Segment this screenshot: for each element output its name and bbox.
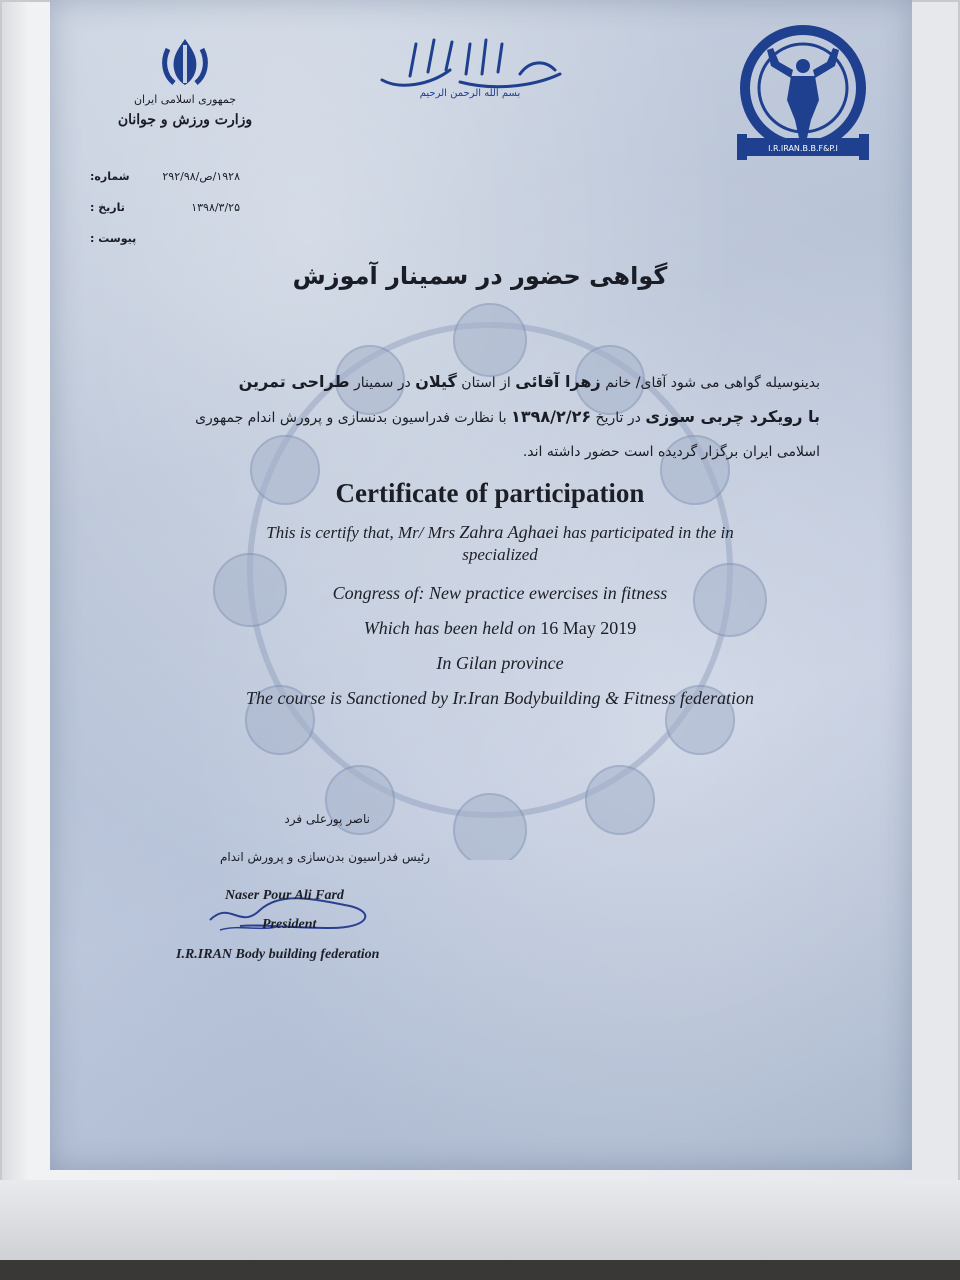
number-label: شماره:	[90, 170, 130, 183]
persian-text: با نظارت فدراسیون بدنسازی و پرورش اندام جمهوری	[195, 410, 507, 426]
ministry-name: وزارت ورزش و جوانان	[117, 112, 253, 128]
english-date: 16 May 2019	[540, 618, 637, 638]
letter-meta	[90, 170, 240, 245]
english-line-4	[200, 618, 800, 639]
english-text: has participated in the in	[562, 523, 734, 542]
persian-course-name-cont: با رویکرد چربی سوزی	[645, 407, 820, 426]
persian-line-3: اسلامی ایران برگزار گردیده است حضور داشته اند.	[522, 444, 820, 460]
federation-name-en: I.R.IRAN Body building federation	[176, 947, 380, 962]
number-row	[90, 170, 240, 183]
certificate-paper	[50, 0, 912, 1170]
basmala-calligraphy-icon	[370, 30, 570, 100]
signer-title-en: President	[262, 917, 317, 932]
english-title: Certificate of participation	[335, 478, 645, 508]
english-line-2: specialized	[462, 545, 538, 564]
persian-line-2	[180, 400, 820, 435]
persian-body	[180, 365, 820, 469]
english-congress-name: New practice ewercises in fitness	[429, 583, 668, 603]
persian-line-1	[180, 365, 820, 400]
english-line-5: In Gilan province	[436, 653, 564, 673]
svg-text:I.R.IRAN.B.B.F&P.I: I.R.IRAN.B.B.F&P.I	[768, 144, 838, 153]
persian-recipient-name: زهرا آقائی	[515, 372, 601, 391]
number-value: ۱۹۲۸/ص/۲۹۲/۹۸	[162, 170, 240, 183]
bodybuilding-federation-logo-icon	[733, 20, 873, 168]
federation-logo	[733, 20, 873, 168]
english-text: Congress of:	[332, 583, 425, 603]
iran-emblem-icon	[160, 35, 210, 87]
english-text: This is certify that, Mr/ Mrs	[266, 523, 456, 542]
persian-title: گواهی حضور در سمینار آموزش	[292, 262, 668, 290]
frame-bottom-edge	[0, 1180, 960, 1260]
english-line-3	[200, 583, 800, 604]
persian-text: در سمینار	[354, 375, 411, 391]
date-row	[90, 201, 240, 214]
persian-province: گیلان	[415, 372, 457, 391]
basmala	[370, 30, 570, 100]
persian-course-name: طراحی تمرین	[238, 372, 350, 391]
persian-text: بدینوسیله گواهی می شود آقای/ خانم	[605, 375, 820, 391]
english-line-1	[200, 522, 800, 543]
attachment-label: پیوست :	[90, 232, 137, 245]
attachment-row	[90, 232, 240, 245]
persian-text: از استان	[461, 375, 511, 391]
signer-name-en: Naser Pour Ali Fard	[225, 888, 344, 903]
persian-date: ۱۳۹۸/۲/۲۶	[511, 407, 592, 426]
persian-text: در تاریخ	[595, 410, 641, 426]
signer-name-fa: ناصر پورعلی فرد	[284, 812, 370, 826]
english-body	[200, 522, 800, 709]
ministry-emblem-block	[105, 35, 265, 128]
english-line-6: The course is Sanctioned by Ir.Iran Bodybuilding & Fitness federation	[246, 688, 754, 708]
date-label: تاریخ :	[90, 201, 125, 214]
signer-title-fa: رئیس فدراسیون بدن‌سازی و پرورش اندام	[219, 850, 430, 864]
emblem-country-text: جمهوری اسلامی ایران	[133, 93, 237, 106]
english-text: Which has been held on	[363, 618, 536, 638]
english-recipient-name: Zahra Aghaei	[459, 522, 559, 542]
date-value: ۱۳۹۸/۳/۲۵	[191, 201, 240, 214]
svg-text:بسم الله الرحمن الرحیم: بسم الله الرحمن الرحیم	[419, 88, 521, 99]
